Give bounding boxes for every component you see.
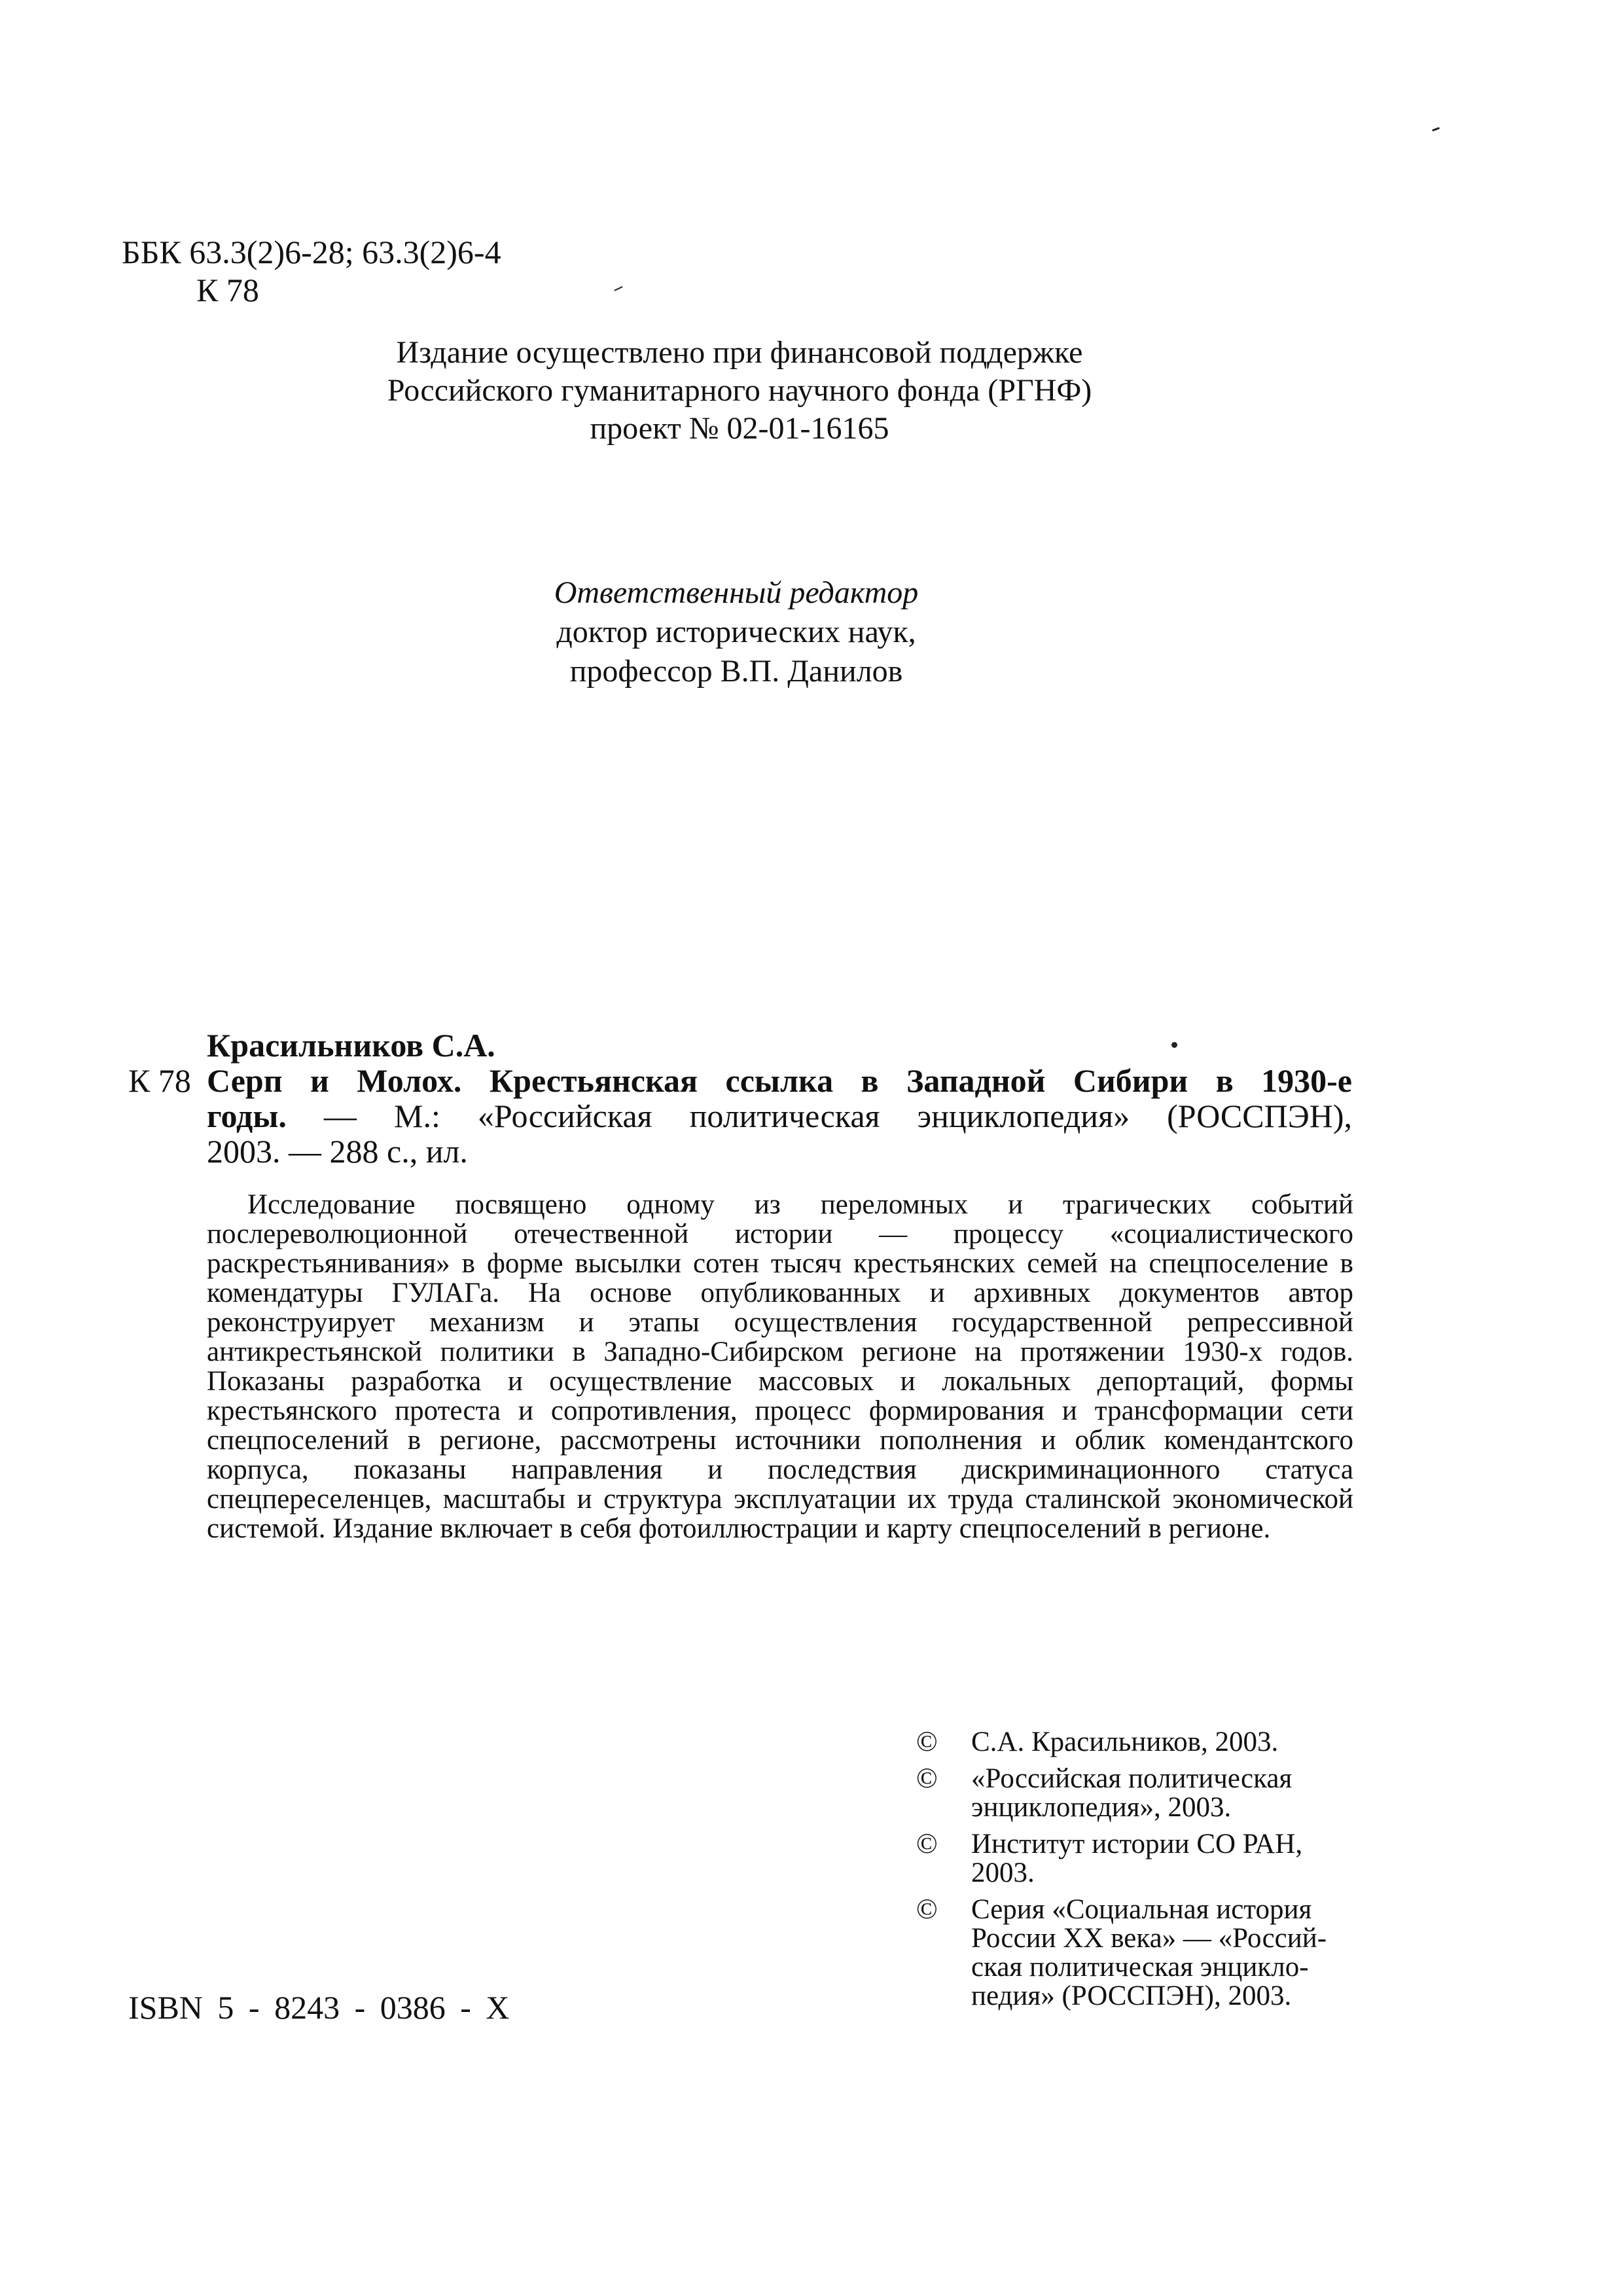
bibliographic-record [128, 1028, 1352, 1169]
copyright-text-line: Институт истории СО РАН, [971, 1829, 1303, 1859]
funding-statement [0, 334, 1479, 448]
copyright-icon: © [916, 1829, 938, 1859]
editor-role: Ответственный редактор [554, 575, 919, 610]
copyright-block [916, 1728, 1374, 2018]
copyright-item [916, 1895, 1374, 2011]
record-title-line [128, 1063, 1352, 1098]
copyright-text-line: Серия «Социальная история [971, 1894, 1312, 1925]
copyright-icon: © [916, 1727, 938, 1757]
scan-speck [614, 286, 623, 291]
bbk-block [122, 233, 501, 309]
record-imprint-line [128, 1098, 1352, 1134]
editor-name: профессор В.П. Данилов [569, 654, 903, 689]
copyright-text-line: педия» (РОССПЭН), 2003. [971, 1981, 1292, 2011]
editor-block [0, 573, 1472, 691]
bbk-classification: ББК 63.3(2)6-28; 63.3(2)6-4 [122, 234, 501, 270]
funding-project-number: проект № 02-01-16165 [590, 411, 889, 446]
record-year-pages: 2003. — 288 с., ил. [207, 1133, 468, 1170]
annotation-paragraph: Исследование посвящено одному из переломных и трагических событий послереволюционной отечественной истории — процессу «социалистического раскрестьянивания» в форме высылки сотен тысяч крестьянских семей на спецпоселение в комендатуры ГУЛАГа. На основе опубликованных и архивных документов автор реконструирует механизм и этапы осуществления государственной репрессивной антикрестьянской политики в Западно-Сибирском регионе на протяжении 1930-х годов. Показаны разработка и осуществление массовых и локальных депортаций, формы крестьянского протеста и сопротивления, процесс формирования и трансформации сети спецпоселений в регионе, рассмотрены источники пополнения и облик комендантского корпуса, показаны направления и последствия дискриминационного статуса спецпереселенцев, масштабы и структура эксплуатации их труда сталинской экономической системой. Издание включает в себя фотоиллюстрации и карту спецпоселений в регионе. [207, 1189, 1353, 1544]
copyright-text-line: России XX века» — «Россий- [971, 1923, 1327, 1954]
editor-degree: доктор исторических наук, [556, 615, 916, 649]
copyright-item [916, 1765, 1374, 1822]
record-code: К 78 [128, 1062, 191, 1099]
copyright-text-line: ская политическая энцикло- [971, 1952, 1309, 1982]
copyright-icon: © [916, 1894, 938, 1925]
record-author: Красильников С.А. [207, 1027, 495, 1064]
copyright-text-line: С.А. Красильников, 2003. [971, 1727, 1279, 1757]
funding-line: Издание осуществлено при финансовой поддержке [396, 335, 1083, 370]
copyright-text-line: «Российская политическая [971, 1763, 1293, 1794]
funding-line: Российского гуманитарного научного фонда (РГНФ) [387, 373, 1092, 408]
copyright-text-line: 2003. [971, 1857, 1035, 1888]
record-title: Серп и Молох. Крестьянская ссылка в Западной Сибири в 1930-е [207, 1062, 1352, 1099]
scan-speck [1432, 127, 1440, 132]
copyright-icon: © [916, 1763, 938, 1794]
copyright-text-line: энциклопедия», 2003. [971, 1792, 1232, 1823]
record-title-end: годы. [207, 1098, 287, 1134]
isbn: ISBN 5 - 8243 - 0386 - X [128, 1989, 510, 2026]
scan-speck [1171, 1042, 1177, 1048]
record-publisher: — М.: «Российская политическая энциклопедия» (РОССПЭН), [286, 1098, 1352, 1134]
copyright-item [916, 1830, 1374, 1888]
bbk-author-mark: К 78 [196, 272, 259, 308]
copyright-item [916, 1728, 1374, 1757]
